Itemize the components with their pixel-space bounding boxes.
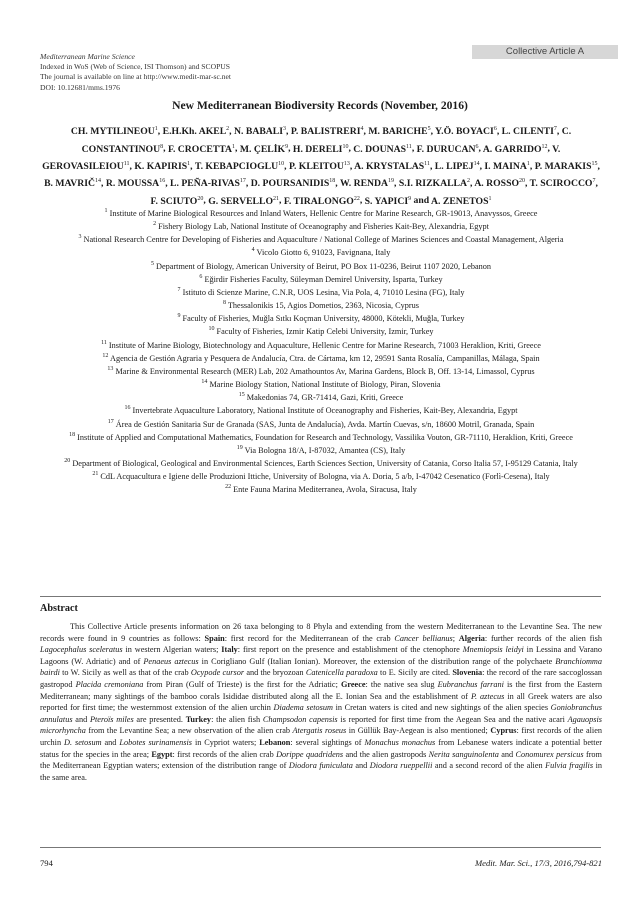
- author-affiliation-marker: 14: [473, 160, 480, 167]
- author-name: C. DOUNAS$^{11}$: [353, 143, 412, 155]
- author-name: V. GEROVASILEIOU$^{11}$: [42, 143, 561, 172]
- author-affiliation-marker: 11: [123, 160, 130, 167]
- affiliation-number: 5: [150, 260, 154, 267]
- author-affiliation-marker: 16: [159, 177, 166, 184]
- author-affiliation-marker: 1: [154, 126, 158, 132]
- author-name: S.I. RIZKALLA$^2$: [398, 177, 470, 190]
- species-name: Pteroïs miles: [89, 714, 134, 724]
- species-name: Diadema setosum: [273, 703, 333, 713]
- affiliation-number: 15: [238, 392, 245, 399]
- country-label: Lebanon: [259, 737, 291, 747]
- author-name: A. KRYSTALAS$^{11}$: [354, 160, 430, 172]
- species-name: Diodora rueppellii: [369, 761, 433, 771]
- paper-title: New Mediterranean Biodiversity Records (November, 2016): [172, 99, 468, 112]
- author-name: H. DERELI$^{10}$: [292, 143, 349, 155]
- journal-name: Mediterranean Marine Science: [40, 52, 135, 61]
- author-affiliation-marker: 21: [273, 195, 279, 202]
- author-name: T. SCIROCCO$^7$: [529, 177, 596, 190]
- affiliation-number: 1: [104, 208, 108, 214]
- author-name: L. LIPEJ$^{14}$: [434, 160, 480, 172]
- species-name: Eubranchus farrani: [437, 679, 504, 689]
- affiliation-item: $^{15}$ Makedonias 74, GR-71414, Gazi, Kriti, Greece: [238, 392, 404, 402]
- species-name: Fulvia fragilis: [545, 761, 594, 771]
- author-name: A. ROSSO$^{20}$: [474, 177, 525, 190]
- affiliation-number: 16: [124, 405, 131, 412]
- affiliation-item: $^{12}$ Agencia de Gestión Agraria y Pesquera de Andalucía, Ctra. de Cártama, km 12, 29591 Santa Rosalía, Campanillas, Málaga, Spain: [102, 352, 540, 363]
- author-name: L. PEÑA-RIVAS$^{17}$: [170, 177, 246, 190]
- author-name: R. MOUSSA$^{16}$: [105, 177, 166, 190]
- affiliation-item: $^{18}$ Institute of Applied and Computational Mathematics, Foundation for Research and Technology, Vassilika Vouton, GR-71110, Heraklion, Kriti, Greece: [69, 431, 573, 442]
- author-affiliation-marker: 1: [488, 195, 492, 202]
- author-affiliation-marker: 20: [197, 195, 204, 202]
- species-name: Champsodon capensis: [262, 714, 338, 724]
- country-label: Italy: [221, 645, 238, 655]
- author-name: F. SCIUTO$^{20}$: [150, 195, 204, 207]
- journal-url-line: The journal is available on line at http://www.medit-mar-sc.net: [40, 72, 232, 82]
- country-label: Egypt: [151, 749, 173, 759]
- author-name: Y.Ö. BOYACI$^6$: [435, 126, 497, 138]
- affiliation-number: 4: [251, 247, 255, 254]
- affiliation-item: $^9$ Faculty of Fisheries, Muğla Sıtkı Koçman University, 48000, Kötekli, Muğla, Turkey: [177, 313, 465, 323]
- affiliation-item: $^7$ Istituto di Scienze Marine, C.N.R, UOS Lesina, Via Pola, 4, 71010 Lesina (FG), Italy: [177, 286, 465, 297]
- author-affiliation-marker: 10: [342, 143, 349, 150]
- author-name: N. BABALI$^3$: [234, 126, 287, 138]
- country-label: Algeria: [458, 633, 485, 643]
- author-affiliation-marker: 1: [187, 160, 191, 167]
- species-name: Branchiomma bairdi: [40, 656, 602, 678]
- affiliation-number: 18: [69, 431, 76, 438]
- affiliation-number: 13: [107, 365, 114, 372]
- author-name: W. RENDA$^{19}$: [339, 177, 395, 190]
- species-name: Cancer bellianus: [394, 633, 453, 643]
- journal-indexing: Indexed in WoS (Web of Science, ISI Thomson) and SCOPUS: [40, 62, 231, 72]
- author-affiliation-marker: 17: [239, 177, 246, 184]
- journal-citation: Medit. Mar. Sci., 17/3, 2016,794-821: [475, 858, 602, 868]
- author-affiliation-marker: 12: [541, 143, 548, 150]
- country-label: Slovenia: [452, 668, 483, 678]
- author-name: CH. MYTILINEOU$^1$: [70, 126, 158, 138]
- footer-divider: [40, 847, 601, 848]
- author-name: M. BARICHE$^5$: [368, 126, 431, 138]
- author-affiliation-marker: 3: [283, 126, 287, 132]
- author-name: G. SERVELLO$^{21}$: [208, 195, 279, 207]
- affiliation-number: 12: [102, 352, 109, 359]
- species-name: Atergatis roseus: [292, 726, 347, 736]
- country-label: Cyprus: [490, 726, 517, 736]
- page-number: 794: [40, 858, 53, 868]
- affiliation-number: 19: [236, 444, 243, 451]
- affiliation-item: $^{19}$ Via Bologna 18/A, I-87032, Amantea (CS), Italy: [236, 444, 406, 455]
- author-affiliation-marker: 6: [493, 126, 497, 132]
- journal-doi: DOI: 10.12681/mms.1976: [40, 82, 120, 92]
- author-name: D. POURSANIDIS$^{18}$: [250, 177, 336, 190]
- affiliation-item: $^4$ Vicolo Giotto 6, 91023, Favignana, Italy: [251, 247, 391, 258]
- affiliation-item: $^8$ Thessalonikis 15, Agios Dometios, 2363, Nicosia, Cyprus: [222, 300, 420, 310]
- author-name: L. CILENTI$^7$: [501, 126, 557, 138]
- affiliation-item: $^{13}$ Marine & Environmental Research (MER) Lab, 202 Amathountos Av, Marina Gardens, Block B, Off. 13-14, Limassol, Cyprus: [107, 365, 535, 376]
- author-affiliation-marker: 14: [95, 177, 102, 184]
- affiliation-item: $^{22}$ Ente Fauna Marina Mediterranea, Avola, Siracusa, Italy: [225, 484, 417, 495]
- affiliation-number: 8: [222, 300, 226, 307]
- affiliation-number: 6: [199, 273, 203, 280]
- species-name: Agauopsis microrhyncha: [40, 714, 603, 736]
- species-name: Nerita sanguinolenta: [428, 749, 499, 759]
- species-name: Catenicella paradoxa: [305, 668, 378, 678]
- species-name: Monachus monachus: [364, 737, 436, 747]
- species-name: P. aztecus: [471, 691, 505, 701]
- affiliation-item: $^5$ Department of Biology, American University of Beirut, PO Box 11-0236, Beirut 1107 2020, Lebanon: [150, 260, 492, 271]
- author-name: F. DURUCAN$^6$: [416, 143, 479, 155]
- author-name: E.H.Kh. AKEL$^2$: [162, 126, 230, 138]
- author-affiliation-marker: 11: [424, 160, 430, 167]
- affiliation-number: 22: [225, 484, 232, 491]
- species-name: Dorippe quadridens: [276, 749, 344, 759]
- species-name: Mnemiopsis leidyi: [462, 645, 524, 655]
- author-name: P. KLEITOU$^{13}$: [288, 160, 350, 172]
- author-name: P. BALISTRERI$^4$: [290, 126, 364, 138]
- affiliation-number: 11: [101, 339, 107, 346]
- author-name: T. KEBAPCIOGLU$^{10}$: [194, 160, 285, 172]
- affiliation-number: 10: [208, 326, 215, 333]
- author-affiliation-marker: 10: [278, 160, 285, 167]
- abstract-body: This Collective Article presents information on 26 taxa belonging to 8 Phyla and extending from the western Mediterranean to the Levantine Sea. The new records were found in 9 countries as follows: Spain: first record for the Mediterranean of the crab Cancer bellianus; Algeria: further records of the alien fish Lagocephalus sceleratus in western Algerian waters; Italy: first report on the presence and establishment of the ctenophore Mnemiopsis leidyi in Lessina and Varano Lagoons (W. Adriatic) and of Penaeus aztecus in Corigliano Gulf (Italian Ionian). Moreover, the extension of the distribution range of the polychaete Branchiomma bairdi to W. Sicily as well as that of the crab Ocypode cursor and the bryozoan Catenicella paradoxa to E. Sicily are cited. Slovenia: the record of the rare saccoglossan gastropod Placida cremoniana from Piran (Gulf of Trieste) is the first for the Adriatic; Greece: the native sea slug Eubranchus farrani is the first from the Eastern Mediterranean; many sightings of the bamboo corals Isididae distributed along all the E. Ionian Sea and the establishment of P. aztecus in all Greek waters are also reported for first time; the westernmost extension of the alien urchin Diadema setosum in Cretan waters is cited and new sightings of the alien species Goniobranchus annulatus and Pteroïs miles are presented. Turkey: the alien fish Champsodon capensis is reported for first time from the Aegean Sea and the native acari Agauopsis microrhyncha from the Levantine Sea; a new observation of the alien crab Atergatis roseus in Güllük Bay-Aegean is also mentioned; Cyprus: first records of the alien urchin D. setosum and Lobotes surinamensis in Cypriot waters; Lebanon: several sightings of Monachus monachus from Lebanese waters indicate a potential better status for the species in the area; Egypt: first records of the alien crab Dorippe quadridens and the alien gastropods Nerita sanguinolenta and Conomurex persicus from the Mediterranean Egyptian waters; extension of the distribution range of Diodora funiculata and Diodora rueppellii and a second record of the alien Fulvia fragilis in the same area.: [40, 622, 603, 782]
- species-name: Penaeus aztecus: [143, 656, 199, 666]
- author-name: F. TIRALONGO$^{22}$: [283, 195, 360, 207]
- author-affiliation-marker: 4: [360, 126, 364, 132]
- affiliation-number: 14: [201, 379, 208, 386]
- affiliation-item: $^{21}$ CdL Acquacultura e Igiene delle Produzioni Ittiche, University of Bologna, via A. Doria, 5 a/b, I-47042 Cesenatico (Forlì-Cesena), Italy: [92, 471, 550, 481]
- author-affiliation-marker: 20: [519, 177, 525, 184]
- affiliation-number: 17: [107, 418, 114, 425]
- author-affiliation-marker: 15: [591, 160, 598, 167]
- author-affiliation-marker: 5: [427, 126, 431, 132]
- affiliation-item: $^{16}$ Invertebrate Aquaculture Laboratory, National Institute of Oceanography and Fisheries, Kait-Bey, Alexandria, Egypt: [124, 405, 518, 416]
- author-affiliation-marker: 19: [388, 177, 395, 184]
- author-affiliation-marker: 8: [160, 143, 164, 150]
- author-name: S. YAPICI$^9$: [364, 195, 412, 207]
- journal-info: [40, 52, 370, 93]
- country-label: Greece: [340, 679, 366, 689]
- author-affiliation-marker: 7: [553, 126, 557, 132]
- author-affiliation-marker: 18: [329, 177, 336, 184]
- author-name: A. ZENETOS$^1$: [431, 195, 492, 207]
- affiliation-item: $^3$ National Research Centre for Developing of Fisheries and Aquaculture / National College of Marines Sciences and Coastal Management, Algeria: [78, 234, 564, 245]
- author-name: F. CROCETTA$^1$: [167, 143, 235, 155]
- author-name: B. MAVRIČ$^{14}$: [44, 177, 102, 190]
- author-affiliation-marker: 9: [285, 143, 289, 150]
- author-name: I. MAINA$^1$: [484, 160, 530, 172]
- author-affiliation-marker: 11: [406, 143, 412, 150]
- affiliation-list: [40, 206, 602, 495]
- author-list: CH. MYTILINEOU$^1$, E.H.Kh. AKEL$^2$, N. BABALI$^3$, P. BALISTRERI$^4$, M. BARICHE$^5$, Y.Ö. BOYACI$^6$, L. CILENTI$^7$, C. CONSTANTINOU$^8$, F. CROCETTA$^1$, M. ÇELİK$^9$, H. DERELI$^{10}$, C. DOUNAS$^{11}$, F. DURUCAN$^6$, A. GARRIDO$^{12}$, V. GEROVASILEIOU$^{11}$, K. KAPIRIS$^1$, T. KEBAPCIOGLU$^{10}$, P. KLEITOU$^{13}$, A. KRYSTALAS$^{11}$, L. LIPEJ$^{14}$, I. MAINA$^1$, P. MARAKIS$^{15}$, B. MAVRIČ$^{14}$, R. MOUSSA$^{16}$, L. PEÑA-RIVAS$^{17}$, D. POURSANIDIS$^{18}$, W. RENDA$^{19}$, S.I. RIZKALLA$^2$, A. ROSSO$^{20}$, T. SCIROCCO$^7$, F. SCIUTO$^{20}$, G. SERVELLO$^{21}$, F. TIRALONGO$^{22}$, S. YAPICI$^9$ and A. ZENETOS$^1$: [42, 126, 600, 207]
- species-name: Lobotes surinamensis: [119, 737, 192, 747]
- author-affiliation-marker: 1: [232, 143, 235, 150]
- country-label: Turkey: [185, 714, 212, 724]
- country-label: Spain: [204, 633, 225, 643]
- author-affiliation-marker: 22: [353, 195, 360, 202]
- author-affiliation-marker: 13: [343, 160, 350, 167]
- species-name: Goniobranchus annulatus: [40, 703, 603, 724]
- affiliation-number: 2: [153, 221, 157, 228]
- abstract-heading: Abstract: [40, 603, 78, 614]
- affiliation-item: $^6$ Eğirdir Fisheries Faculty, Süleyman Demirel University, Isparta, Turkey: [199, 273, 443, 284]
- author-affiliation-marker: 9: [408, 195, 412, 202]
- author-affiliation-marker: 2: [467, 177, 470, 184]
- species-name: Lagocephalus sceleratus: [40, 645, 123, 655]
- author-name: P. MARAKIS$^{15}$: [534, 160, 598, 172]
- affiliation-item: $^{14}$ Marine Biology Station, National Institute of Biology, Piran, Slovenia: [201, 379, 441, 389]
- author-name: A. GARRIDO$^{12}$: [482, 143, 548, 155]
- affiliation-item: $^{10}$ Faculty of Fisheries, Izmir Katip Celebi University, Izmir, Turkey: [208, 326, 434, 337]
- article-type-tag: Collective Article A: [472, 45, 618, 59]
- author-name: K. KAPIRIS$^1$: [134, 160, 191, 172]
- affiliation-number: 9: [177, 313, 181, 320]
- affiliation-item: $^{17}$ Área de Gestión Sanitaria Sur de Granada (SAS, Junta de Andalucía), Avda. Martín Cuevas, s/n, 18600 Motril, Granada, Spain: [107, 418, 535, 429]
- author-name: M. ÇELİK$^9$: [239, 143, 289, 155]
- affiliation-item: $^2$ Fishery Biology Lab, National Institute of Oceanography and Fisheries Kait-Bey, Alexandria, Egypt: [153, 221, 489, 231]
- species-name: Conomurex persicus: [515, 749, 584, 759]
- author-name: C. CONSTANTINOU$^8$: [81, 126, 572, 155]
- author-affiliation-marker: 1: [526, 160, 530, 167]
- species-name: D. setosum: [64, 737, 102, 747]
- affiliation-number: 3: [78, 234, 82, 241]
- species-name: Ocypode cursor: [190, 668, 245, 678]
- affiliation-number: 20: [64, 457, 71, 464]
- species-name: Diodora funiculata: [288, 761, 353, 771]
- affiliation-item: $^1$ Institute of Marine Biological Resources and Inland Waters, Hellenic Centre for Marine Research, GR-19013, Anavyssos, Greece: [104, 208, 538, 218]
- affiliation-item: $^{20}$ Department of Biological, Geological and Environmental Sciences, Earth Sciences Section, University of Catania, Corso Italia 57, I-95129 Catania, Italy: [64, 457, 578, 468]
- species-name: Placida cremoniana: [75, 679, 144, 689]
- divider-line: [40, 596, 601, 597]
- affiliation-item: $^{11}$ Institute of Marine Biology, Biotechnology and Aquaculture, Hellenic Centre for Marine Research, 71003 Heraklion, Kriti, Greece: [101, 339, 541, 350]
- author-affiliation-marker: 6: [475, 143, 479, 150]
- affiliation-number: 21: [92, 471, 99, 478]
- author-affiliation-marker: 2: [226, 126, 230, 132]
- author-affiliation-marker: 7: [592, 177, 596, 184]
- affiliation-number: 7: [177, 286, 181, 293]
